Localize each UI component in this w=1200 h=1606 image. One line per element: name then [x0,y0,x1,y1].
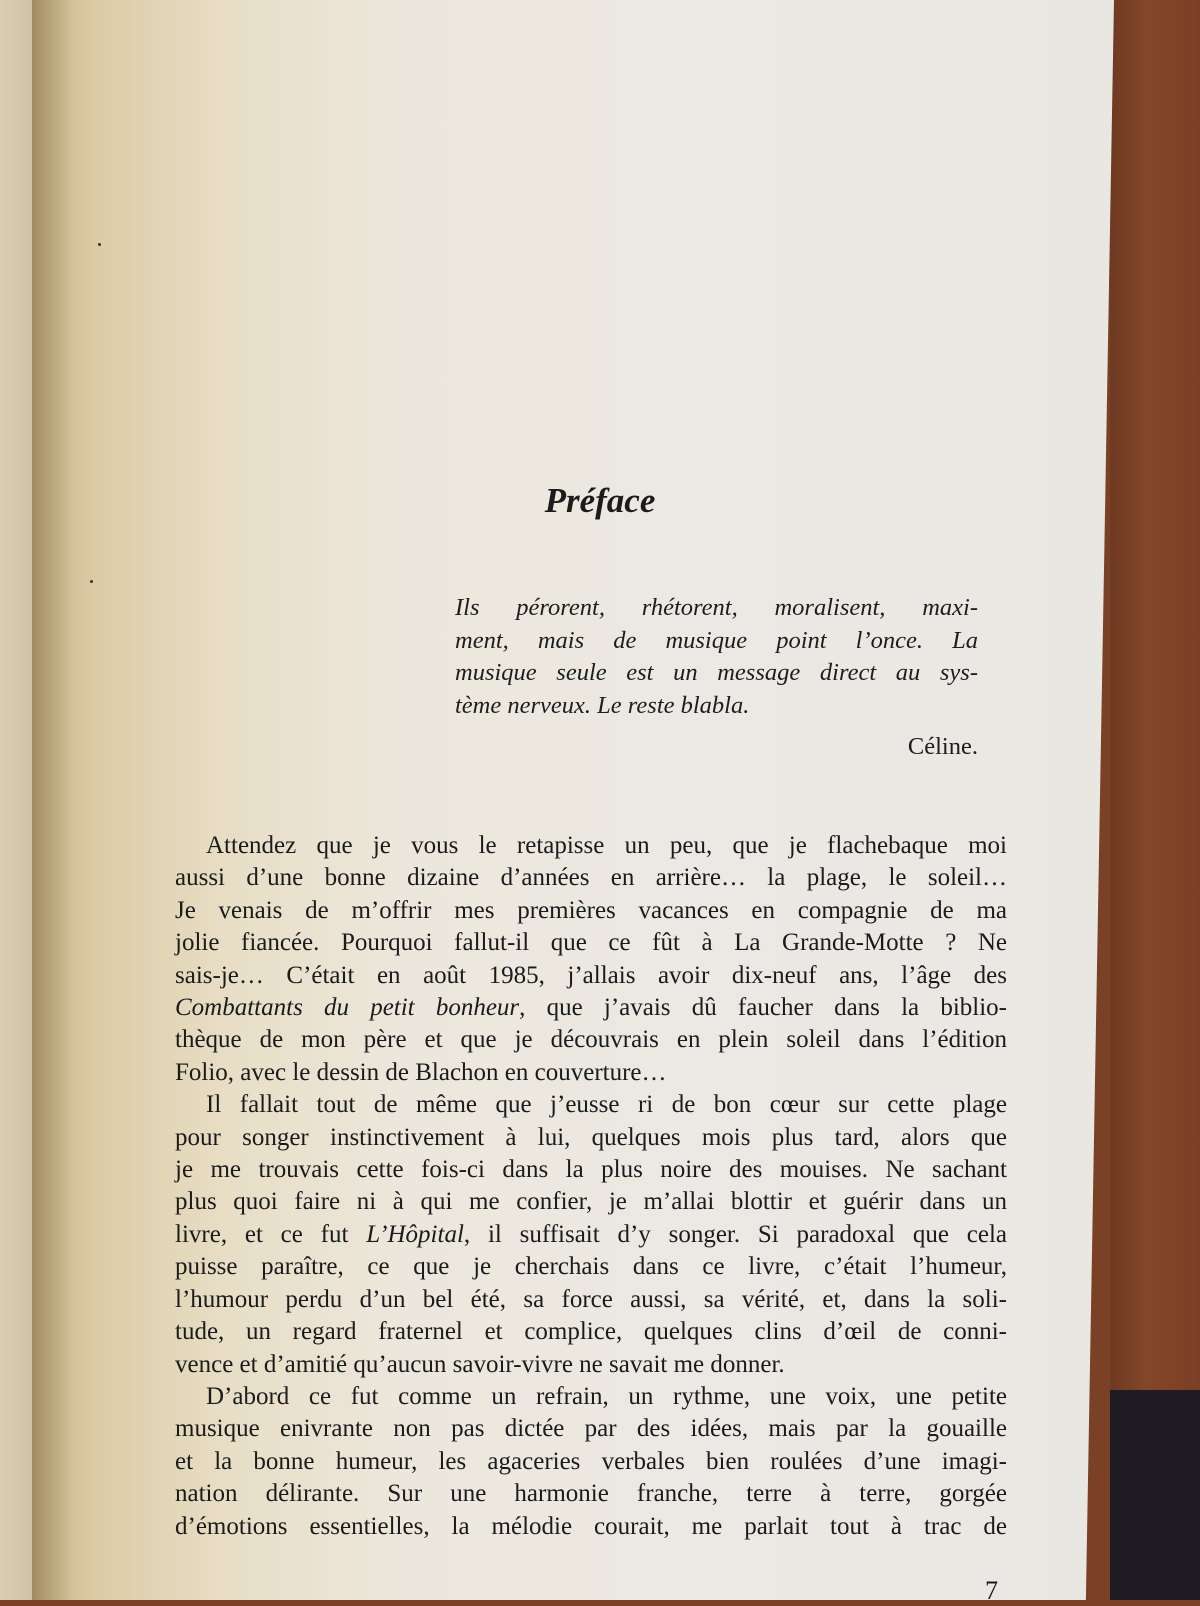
body-text [175,830,1007,1543]
book-title: L’Hôpital [366,1220,464,1248]
text-line [175,1219,1007,1251]
text-line: l’humour perdu d’un bel été, sa force aussi, sa vérité, et, dans la soli- [175,1285,1007,1313]
text-line: puisse paraître, ce que je cherchais dans ce livre, c’était l’humeur, [175,1253,1007,1281]
text-line: thèque de mon père et que je découvrais en plein soleil dans l’édition [175,1026,1007,1054]
text-line: nation délirante. Sur une harmonie franche, terre à terre, gorgée [175,1480,1007,1508]
page-title: Préface [544,481,656,521]
paper-speck [90,580,93,583]
wooden-table-background [1110,0,1200,1600]
text-line: Il fallait tout de même que j’eusse ri de bon cœur sur cette plage [206,1091,1007,1119]
epigraph-line: Ils pérorent, rhétorent, moralisent, maxi- [455,594,978,621]
text-line: tude, un regard fraternel et complice, quelques clins d’œil de conni- [175,1318,1007,1346]
text-line: et la bonne humeur, les agaceries verbales bien roulées d’une imagi- [175,1447,1007,1475]
text-line: Folio, avec le dessin de Blachon en couverture… [175,1058,667,1086]
gutter-shadow [32,0,72,1600]
text-line: pour songer instinctivement à lui, quelques mois plus tard, alors que [175,1123,1007,1151]
paper-speck [98,243,101,246]
text-line: Je venais de m’offrir mes premières vacances en compagnie de ma [175,896,1007,924]
epigraph-attribution: Céline. [907,733,978,760]
text-line: vence et d’amitié qu’aucun savoir-vivre ne savait me donner. [175,1350,785,1378]
text-line: je me trouvais cette fois-ci dans la plus noire des mouises. Ne sachant [175,1156,1007,1184]
book-title: Combattants du petit bonheur [175,994,520,1022]
epigraph-line: ment, mais de musique point l’once. La [455,626,978,654]
text-run: livre, et ce fut [175,1220,367,1248]
epigraph-line: tème nerveux. Le reste blabla. [455,691,750,719]
text-line: D’abord ce fut comme un refrain, un rythme, une voix, une petite [206,1382,1007,1410]
text-line: sais-je… C’était en août 1985, j’allais avoir dix-neuf ans, l’âge des [175,961,1007,989]
text-line: aussi d’une bonne dizaine d’années en arrière… la plage, le soleil… [175,864,1007,892]
text-run: , il suffisait d’y songer. Si paradoxal que cela [463,1220,1007,1248]
epigraph [455,592,978,722]
text-line [175,992,1007,1024]
epigraph-line: musique seule est un message direct au sys- [455,659,978,686]
text-line: jolie fiancée. Pourquoi fallut-il que ce fût à La Grande-Motte ? Ne [175,929,1007,957]
text-line: Attendez que je vous le retapisse un peu, que je flachebaque moi [206,832,1007,859]
text-line: musique enivrante non pas dictée par des idées, mais par la gouaille [175,1415,1007,1443]
left-page-edge [0,0,34,1600]
text-line: plus quoi faire ni à qui me confier, je m’allai blottir et guérir dans un [175,1188,1007,1216]
page-number: 7 [985,1576,998,1605]
text-line: d’émotions essentielles, la mélodie courait, me parlait tout à trac de [175,1512,1007,1540]
text-run: , que j’avais dû faucher dans la biblio- [519,994,1007,1022]
